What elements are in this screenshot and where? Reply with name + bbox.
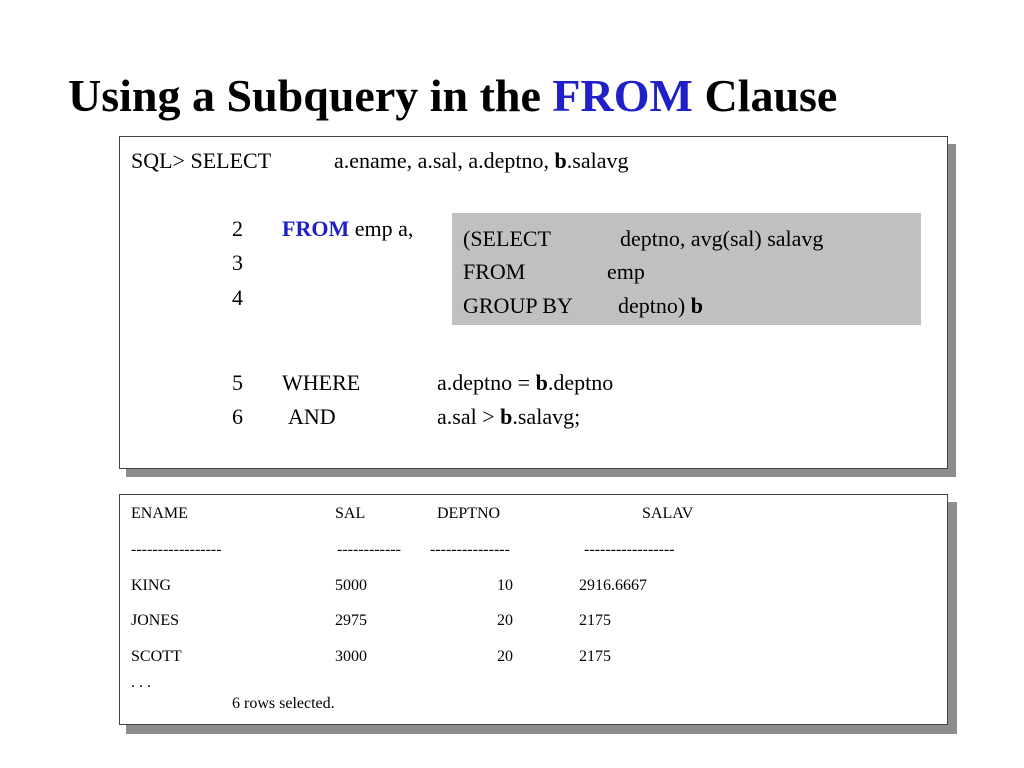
sql-and-right: .salavg; (512, 404, 581, 429)
subquery-groupby-col: deptno) (618, 293, 691, 318)
cell-deptno: 20 (497, 648, 513, 665)
cell-sal: 2975 (335, 612, 367, 629)
sql-and-condition (437, 404, 580, 430)
result-ellipsis: . . . (131, 674, 151, 691)
rows-selected-footer: 6 rows selected. (232, 695, 335, 712)
sql-and-alias-b: b (500, 404, 513, 429)
sql-select-columns: a.ename, a.sal, a.deptno, (334, 148, 555, 173)
sql-and-keyword: AND (288, 404, 336, 429)
sql-where-right: .deptno (547, 370, 614, 395)
subquery-from-kw: FROM (463, 259, 526, 284)
cell-sal: 3000 (335, 648, 367, 665)
subquery-from-table: emp (607, 259, 645, 284)
col-header-deptno: DEPTNO (437, 505, 501, 522)
sql-from-keyword: FROM (282, 216, 350, 241)
subquery-groupby-rest (618, 293, 703, 319)
cell-deptno: 20 (497, 612, 513, 629)
col-header-sal: SAL (335, 505, 366, 522)
sql-from-table: emp a, (354, 216, 414, 241)
col-header-ename: ENAME (131, 505, 188, 522)
subquery-alias-b: b (690, 293, 703, 318)
cell-deptno: 10 (497, 577, 513, 594)
dash-sal: ------------ (337, 541, 401, 558)
cell-salavg: 2175 (579, 648, 611, 665)
cell-sal: 5000 (335, 577, 367, 594)
cell-salavg: 2175 (579, 612, 611, 629)
cell-ename: SCOTT (131, 648, 182, 665)
col-header-salav: SALAV (642, 505, 694, 522)
result-box (119, 494, 948, 725)
sql-line-1-columns (334, 148, 628, 174)
sql-where-left: a.deptno = (437, 370, 536, 395)
slide-title (68, 70, 837, 122)
title-text-post: Clause (692, 70, 838, 121)
sql-line-num-4: 4 (232, 285, 243, 310)
subquery-groupby-kw: GROUP BY (463, 293, 573, 318)
sql-select-suffix: .salavg (566, 148, 629, 173)
title-text-pre: Using a Subquery in the (68, 70, 553, 121)
sql-where-condition (437, 370, 613, 396)
sql-select-prefix: SQL> SELECT (131, 148, 272, 173)
cell-salavg: 2916.6667 (579, 577, 647, 594)
subquery-select-cols: deptno, avg(sal) salavg (620, 226, 824, 251)
cell-ename: KING (131, 577, 171, 594)
sql-line-num-6: 6 (232, 404, 243, 429)
sql-where-keyword: WHERE (282, 370, 361, 395)
sql-and-left: a.sal > (437, 404, 501, 429)
cell-ename: JONES (131, 612, 180, 629)
sql-where-alias-b: b (535, 370, 548, 395)
dash-ename: ----------------- (131, 541, 222, 558)
sql-line-num-3: 3 (232, 250, 243, 275)
title-keyword: FROM (552, 70, 693, 121)
subquery-select-kw: (SELECT (463, 226, 551, 251)
sql-line-2 (282, 216, 413, 242)
sql-line-num-2: 2 (232, 216, 243, 241)
dash-salav: ----------------- (584, 541, 675, 558)
sql-alias-b: b (554, 148, 567, 173)
sql-line-1 (131, 148, 271, 174)
dash-deptno: --------------- (430, 541, 510, 558)
sql-line-num-5: 5 (232, 370, 243, 395)
